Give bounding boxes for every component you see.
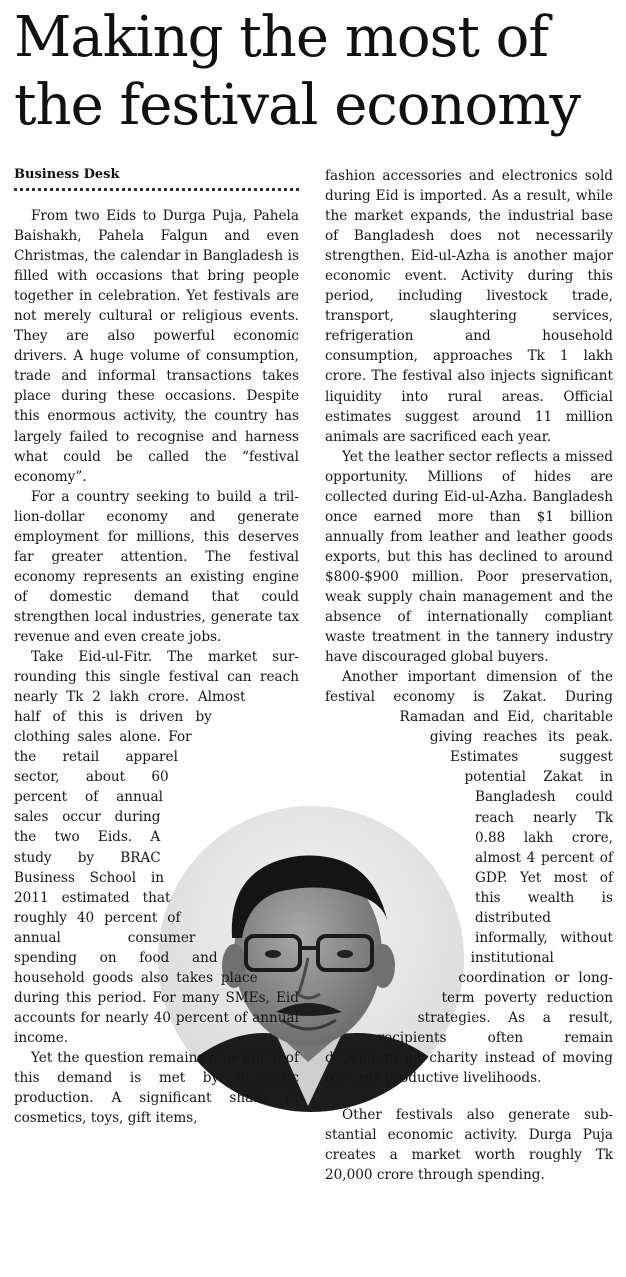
paragraph: From two Eids to Durga Puja, Pahela Baishakh, Pahela Falgun and even Christmas, the calendar in Bangladesh is filled with occasions that bring people together in celebration. Yet festivals are not merely cultural or religious events. They are also powerful economic drivers. A huge volume of consumption, trade and informal transactions takes place during these occasions. Despite this enormous activity, the country has largely failed to recognise and harness what could be called the “festival economy”. xyxy=(14,208,299,485)
paragraph: Another important dimension of the festival economy is Zakat. During Ramadan and Eid, charitable giving reaches its peak. Estimates suggest potential Zakat in Bangladesh could reach nearly Tk 0.88 lakh crore, almost 4 percent of GDP. Yet most of this wealth is distributed informally, without institutional coordination or long-term poverty reduction strategies. As a result, recipients often remain dependent on charity instead of moving towards productive livelihoods. xyxy=(325,669,613,1087)
paragraph: Other festivals also generate substantial economic activity. Durga Puja creates a market worth roughly Tk 20,000 crore through spending. xyxy=(325,1107,613,1184)
paragraph: Yet the question remains how much of this demand is met by domestic production. A significant share of cosmetics, toys, gift items, xyxy=(14,1049,299,1127)
paragraph: For a country seeking to build a trillion-dollar economy and generate employment for millions, this deserves far greater attention. The festival economy represents an existing engine of domestic demand that could strengthen local industries, generate tax revenue and even create jobs. xyxy=(14,488,299,645)
paragraph: Take Eid-ul-Fitr. The market surrounding this single festival can reach nearly Tk 2 lakh crore. Almost half of this is driven by clothing sales alone. For the retail apparel sector, about 60 percent of annual sales occur during the two Eids. A study by BRAC Business School in 2011 estimated that roughly 40 percent of annual consumer spending on food and household goods also takes place during this period. For many SMEs, Eid accounts for nearly 40 percent of annual income. xyxy=(14,649,299,1046)
article-column-2 xyxy=(325,166,613,1185)
paragraph: Yet the leather sector reflects a missed opportunity. Millions of hides are collected during Eid-ul-Azha. Bangladesh once earned more than $1 billion annually from leather and leather goods exports, but this has declined to around $800-$900 million. Poor preservation, weak supply chain management and the absence of internationally compliant waste treatment in the tannery industry have discouraged global buyers. xyxy=(325,448,613,666)
byline-dotted-rule xyxy=(14,188,299,191)
byline: Business Desk xyxy=(14,167,120,182)
article-column-1 xyxy=(14,206,299,1128)
headline: Making the most of the festival economy xyxy=(14,5,581,138)
paragraph: fashion accessories and electronics sold during Eid is imported. As a result, while the market expands, the industrial base of Bangladesh does not necessarily strengthen. Eid-ul-Azha is another major economic event. Activity during this period, including livestock trade, transport, slaughtering services, refrigeration and household consumption, approaches Tk 1 lakh crore. The festival also injects significant liquidity into rural areas. Official estimates suggest around 11 million animals are sacrificed each year. xyxy=(325,168,613,445)
